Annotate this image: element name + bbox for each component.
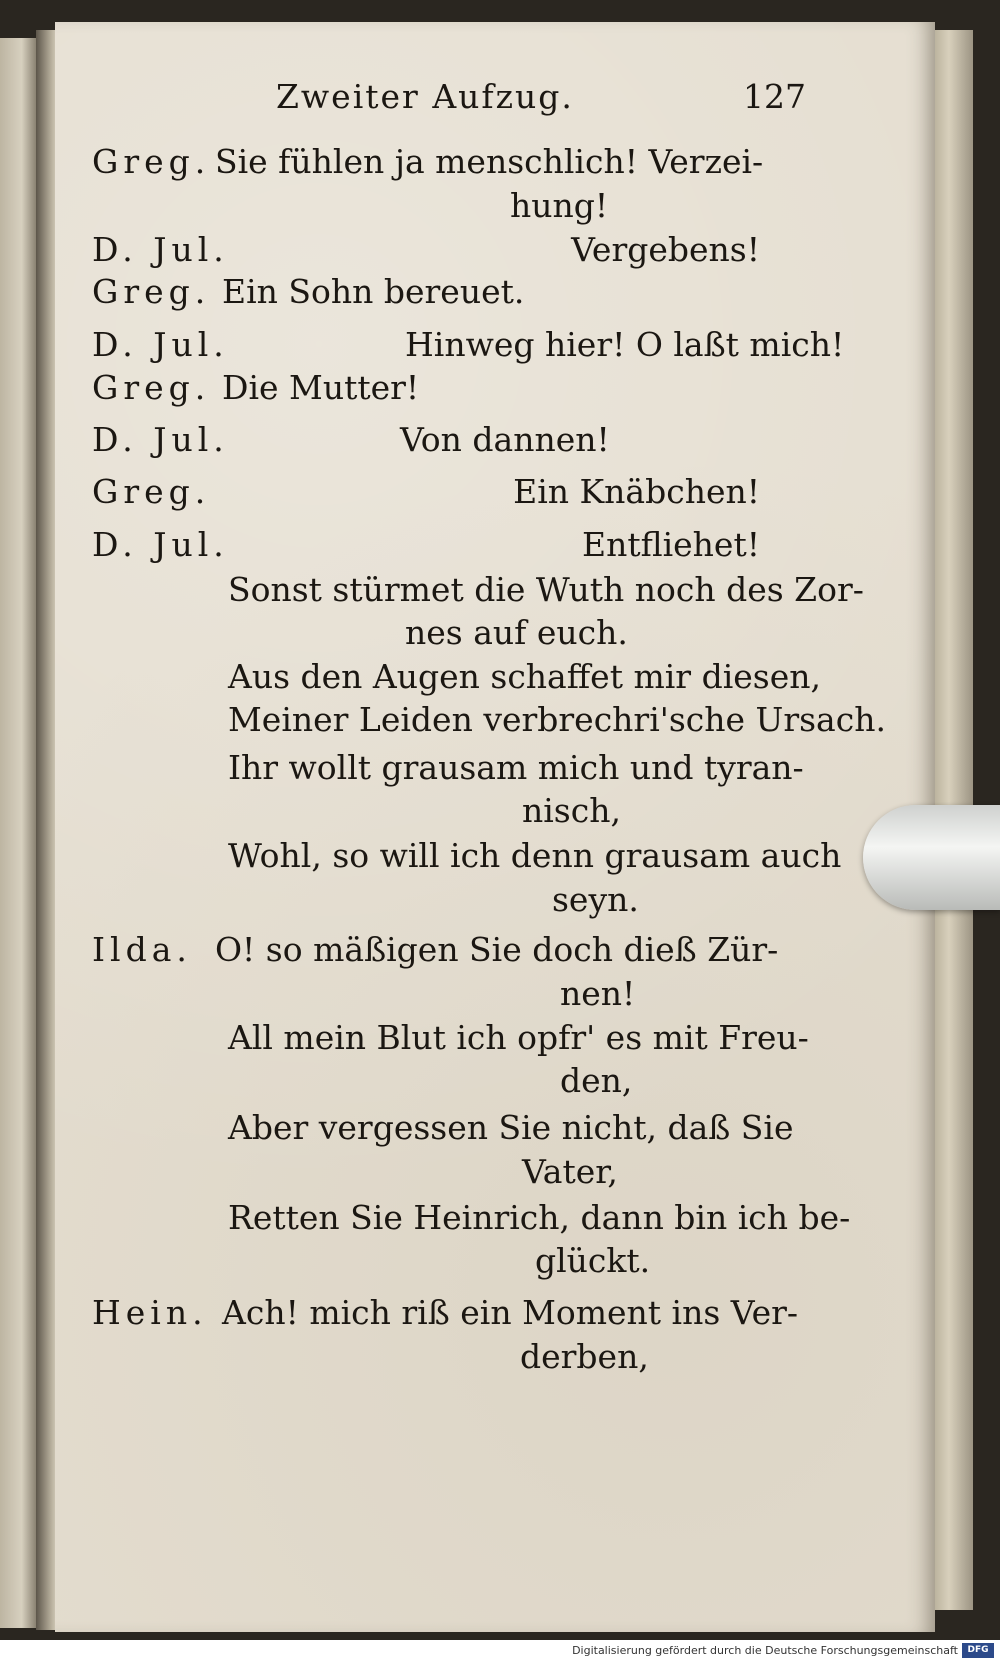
line-text: nen! (560, 974, 636, 1013)
line-text: Die Mutter! (222, 368, 420, 407)
speaker-label: Greg. (92, 272, 211, 311)
line-text: Entfliehet! (581, 525, 760, 564)
verse-line (560, 974, 635, 1013)
line-text: glückt. (535, 1241, 651, 1280)
speaker-label: Greg. (92, 368, 211, 407)
line-text: nisch, (522, 791, 621, 830)
line-text: Meiner Leiden verbrechri'sche Ursach. (228, 700, 886, 739)
page-number: 127 (743, 77, 806, 116)
verse-line (510, 186, 608, 225)
speaker-label: D. Jul. (92, 230, 229, 269)
line-text: Ein Sohn bereuet. (222, 272, 525, 311)
verse-line (228, 836, 842, 875)
line-text: seyn. (552, 880, 639, 919)
running-header (276, 77, 806, 122)
speaker-label: D. Jul. (92, 525, 229, 564)
verse-line (228, 700, 886, 739)
digitization-credit: Digitalisierung gefördert durch die Deutsche Forschungsgemeinschaft (572, 1644, 958, 1657)
line-text: nes auf euch. (405, 613, 628, 652)
verse-line (522, 1152, 618, 1191)
speaker-label: Ilda. (92, 930, 192, 969)
verse-line (228, 1198, 851, 1237)
verse-line (228, 1108, 794, 1147)
verse-line (535, 1241, 650, 1280)
line-text: derben, (520, 1337, 649, 1376)
speaker-label: D. Jul. (92, 325, 229, 364)
line-text: O! so mäßigen Sie doch dieß Zür- (215, 930, 779, 969)
line-text: Vater, (522, 1152, 618, 1191)
speaker-label: D. Jul. (92, 420, 229, 459)
verse-line (228, 570, 864, 609)
speaker-label: Hein. (92, 1293, 208, 1332)
speaker-label: Greg. (92, 472, 211, 511)
line-text: hung! (510, 186, 609, 225)
line-text: Sie fühlen ja menschlich! Verzei- (215, 142, 764, 181)
line-text: Aber vergessen Sie nicht, daß Sie (228, 1108, 794, 1147)
line-text: Aus den Augen schaffet mir diesen, (228, 657, 821, 696)
speaker-label: Greg. (92, 142, 211, 181)
running-title: Zweiter Aufzug. (276, 77, 574, 116)
line-text: Von dannen! (400, 420, 610, 459)
verse-line (520, 1337, 649, 1376)
line-text: Ihr wollt grausam mich und tyran- (228, 748, 804, 787)
line-text: Ein Knäbchen! (513, 472, 760, 511)
verse-line (228, 748, 804, 787)
line-text: den, (560, 1061, 633, 1100)
line-text: Sonst stürmet die Wuth noch des Zor- (228, 570, 864, 609)
verse-line (405, 613, 628, 652)
line-text: Hinweg hier! O laßt mich! (405, 325, 845, 364)
left-page-edge (0, 38, 36, 1628)
line-text: All mein Blut ich opfr' es mit Freu- (228, 1018, 809, 1057)
line-text: Ach! mich riß ein Moment ins Ver- (222, 1293, 799, 1332)
line-text: Wohl, so will ich denn grausam auch (228, 836, 842, 875)
verse-line (560, 1061, 632, 1100)
line-text: Vergebens! (571, 230, 760, 269)
dfg-logo: DFG (962, 1643, 994, 1658)
verse-line (552, 880, 639, 919)
line-text: Retten Sie Heinrich, dann bin ich be- (228, 1198, 851, 1237)
page-clip (863, 805, 1000, 910)
verse-line (228, 1018, 809, 1057)
verse-line (228, 657, 821, 696)
verse-line (522, 791, 621, 830)
